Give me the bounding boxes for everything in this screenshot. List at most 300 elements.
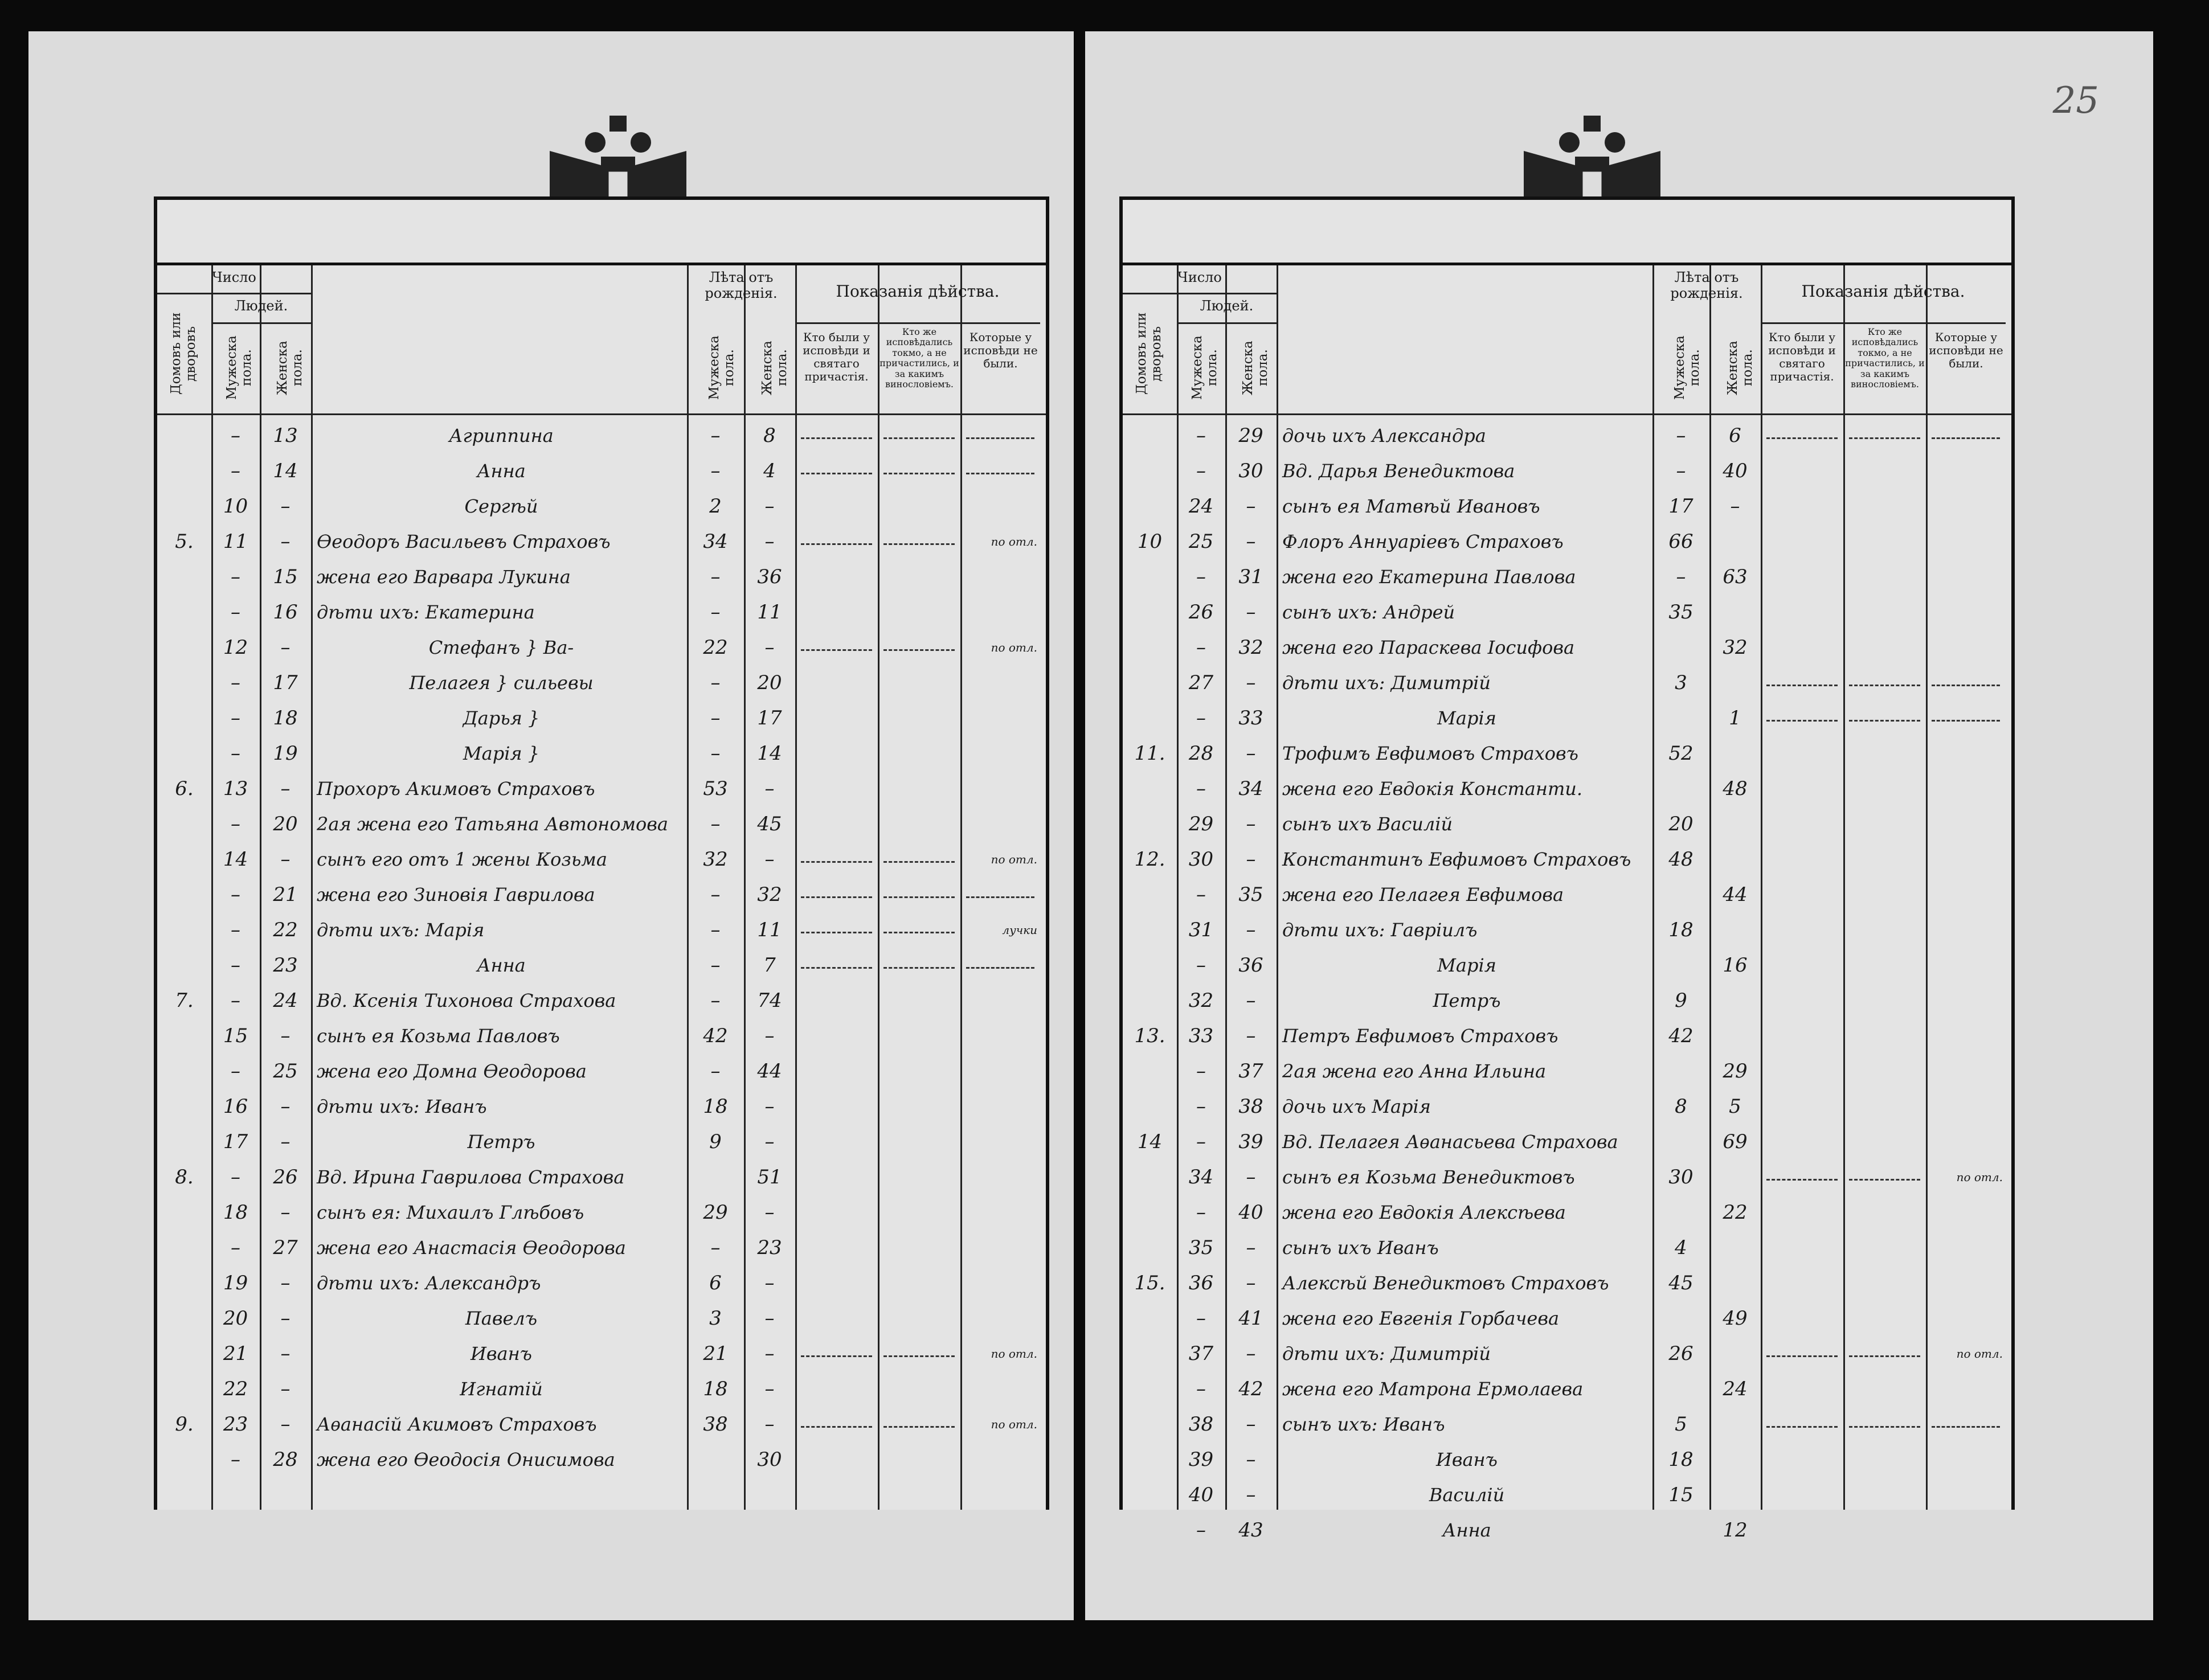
- age-male: 42: [703, 1025, 728, 1047]
- age-female: –: [764, 1342, 775, 1365]
- age-male: 18: [1668, 919, 1693, 941]
- person-name: Игнатій: [460, 1378, 543, 1400]
- age-male: [1652, 1371, 1709, 1407]
- female-number: –: [1246, 989, 1256, 1012]
- age-male: –: [710, 424, 721, 447]
- male-number: –: [1196, 777, 1206, 800]
- dash-mark: [1849, 437, 1920, 439]
- female-number: –: [1246, 1236, 1256, 1259]
- age-female: 16: [1723, 954, 1748, 977]
- age-male: 30: [1668, 1166, 1693, 1189]
- dash-mark: [801, 1355, 872, 1357]
- household-number: [157, 559, 211, 595]
- person-name: Марія: [1437, 954, 1496, 976]
- age-male: 15: [1668, 1484, 1693, 1506]
- dash-mark: [801, 1426, 872, 1428]
- dash-mark: [1932, 685, 2000, 686]
- person-name: дѣти ихъ: Димитрій: [1282, 1343, 1491, 1365]
- table-row: [1123, 983, 2011, 1018]
- person-name: Петръ: [1433, 990, 1501, 1011]
- age-female: 29: [1723, 1060, 1748, 1083]
- female-number: –: [280, 1378, 291, 1400]
- age-male: –: [710, 707, 721, 730]
- age-female: –: [764, 1307, 775, 1330]
- age-female: 63: [1723, 566, 1748, 588]
- header-households: Домовъ или дворовъ: [169, 312, 198, 395]
- person-name: жена его Евдокія Константи.: [1282, 778, 1583, 800]
- table-row: [157, 1230, 1046, 1265]
- female-number: –: [280, 1272, 291, 1294]
- male-number: 10: [223, 495, 248, 518]
- female-number: 35: [1238, 883, 1263, 906]
- female-number: 41: [1238, 1307, 1263, 1330]
- person-name: Флоръ Аннуаріевъ Страховъ: [1282, 531, 1564, 552]
- age-male: 18: [703, 1095, 728, 1118]
- age-female: [1709, 1230, 1761, 1265]
- person-name: Ѳеодоръ Васильевъ Страховъ: [317, 531, 611, 552]
- age-male: [1652, 877, 1709, 912]
- household-number: [157, 418, 211, 453]
- header-rule: [1123, 293, 1277, 294]
- household-number: [1123, 806, 1177, 842]
- male-number: 23: [223, 1413, 248, 1436]
- person-name: дѣти ихъ: Иванъ: [317, 1096, 487, 1117]
- person-name: сынъ ея Матвѣй Ивановъ: [1282, 495, 1540, 517]
- household-number: 13.: [1134, 1025, 1165, 1047]
- table-row: [1123, 1336, 2011, 1371]
- female-number: 18: [273, 707, 298, 730]
- male-number: –: [231, 601, 240, 624]
- age-female: –: [764, 1272, 775, 1294]
- male-number: 15: [223, 1025, 248, 1047]
- male-number: 17: [223, 1130, 248, 1153]
- age-female: 48: [1723, 777, 1748, 800]
- table-row: [157, 418, 1046, 453]
- table-row: [1123, 806, 2011, 842]
- dash-mark: [1932, 1426, 2000, 1428]
- dash-mark: [801, 473, 872, 474]
- female-number: –: [280, 1025, 291, 1047]
- person-name: Дарья }: [463, 707, 540, 729]
- male-number: 40: [1188, 1484, 1214, 1506]
- dash-mark: [1766, 685, 1838, 686]
- dash-mark: [1766, 1355, 1838, 1357]
- household-number: 14: [1137, 1130, 1163, 1153]
- male-number: 28: [1188, 742, 1214, 765]
- age-female: 44: [1723, 883, 1748, 906]
- male-number: 32: [1188, 989, 1214, 1012]
- person-name: Константинъ Евфимовъ Страховъ: [1282, 849, 1631, 870]
- testimony-note: по отл.: [991, 853, 1037, 866]
- household-number: [1123, 453, 1177, 489]
- table-row: [157, 1089, 1046, 1124]
- female-number: 22: [273, 919, 298, 941]
- age-female: 40: [1723, 460, 1748, 482]
- header-not-confessed: Которые у исповѣди не были.: [963, 330, 1038, 370]
- person-name: дѣти ихъ: Гавріилъ: [1282, 919, 1478, 941]
- dash-mark: [966, 437, 1034, 439]
- dash-mark: [1766, 437, 1838, 439]
- household-number: [1123, 1054, 1177, 1089]
- person-name: Пелагея } сильевы: [409, 672, 594, 694]
- person-name: Агриппина: [449, 425, 554, 446]
- age-female: –: [764, 1201, 775, 1224]
- household-number: [1123, 700, 1177, 736]
- male-number: –: [231, 1236, 240, 1259]
- female-number: –: [280, 1413, 291, 1436]
- age-male: [1652, 948, 1709, 983]
- header-not-confessed: Которые у исповѣди не были.: [1929, 330, 2003, 370]
- male-number: –: [231, 1448, 240, 1471]
- person-name: сынъ ея Козьма Венедиктовъ: [1282, 1166, 1575, 1188]
- household-number: [1123, 595, 1177, 630]
- table-row: [1123, 453, 2011, 489]
- male-number: 31: [1188, 919, 1214, 941]
- household-number: 10: [1137, 530, 1163, 553]
- female-number: –: [1246, 1025, 1256, 1047]
- dash-mark: [883, 1355, 955, 1357]
- household-number: [1123, 1407, 1177, 1442]
- table-row: [157, 1265, 1046, 1301]
- age-female: [1709, 1336, 1761, 1371]
- male-number: 14: [223, 848, 248, 871]
- header-rule: [1177, 322, 1277, 324]
- age-male: 26: [1668, 1342, 1693, 1365]
- header-age-female: Женска пола.: [760, 341, 789, 395]
- person-name: Анна: [477, 460, 526, 482]
- female-number: 20: [273, 813, 298, 835]
- table-row: [157, 1124, 1046, 1159]
- table-row: [157, 453, 1046, 489]
- age-male: [1652, 1513, 1709, 1548]
- household-number: [157, 948, 211, 983]
- female-number: –: [1246, 1342, 1256, 1365]
- male-number: –: [1196, 1519, 1206, 1542]
- dash-mark: [883, 967, 955, 969]
- age-male: 42: [1668, 1025, 1693, 1047]
- table-row: [1123, 1089, 2011, 1124]
- age-male: 8: [1675, 1095, 1687, 1118]
- header-female: Женска пола.: [1241, 341, 1270, 395]
- table-row: [157, 1301, 1046, 1336]
- male-number: 18: [223, 1201, 248, 1224]
- header-bottom-rule: [157, 413, 1046, 415]
- header-age-female: Женска пола.: [1725, 341, 1755, 395]
- female-number: 27: [273, 1236, 298, 1259]
- person-name: сынъ его отъ 1 жены Козьма: [317, 849, 607, 870]
- age-male: 17: [1668, 495, 1693, 518]
- age-male: –: [1676, 460, 1686, 482]
- table-row: [1123, 1018, 2011, 1054]
- household-number: [157, 665, 211, 700]
- household-number: [1123, 948, 1177, 983]
- age-female: 30: [757, 1448, 782, 1471]
- age-male: 6: [709, 1272, 722, 1294]
- male-number: 27: [1188, 671, 1214, 694]
- female-number: –: [1246, 1272, 1256, 1294]
- age-female: 32: [1723, 636, 1748, 659]
- table-row: [157, 806, 1046, 842]
- table-row: [1123, 489, 2011, 524]
- male-number: 36: [1188, 1272, 1214, 1294]
- age-female: 32: [757, 883, 782, 906]
- female-number: 14: [273, 460, 298, 482]
- person-name: Петръ: [467, 1131, 535, 1153]
- age-female: –: [764, 530, 775, 553]
- age-male: 45: [1668, 1272, 1693, 1294]
- header-female: Женска пола.: [275, 341, 305, 395]
- male-number: 22: [223, 1378, 248, 1400]
- person-name: Вд. Ксенія Тихонова Страхова: [317, 990, 616, 1011]
- age-female: [1709, 806, 1761, 842]
- table-row: [157, 1159, 1046, 1195]
- dash-mark: [1849, 1426, 1920, 1428]
- household-number: 6.: [175, 777, 194, 800]
- female-number: –: [1246, 495, 1256, 518]
- male-number: 25: [1188, 530, 1214, 553]
- female-number: 17: [273, 671, 298, 694]
- household-number: [157, 1336, 211, 1371]
- age-female: 51: [757, 1166, 782, 1189]
- household-number: [1123, 983, 1177, 1018]
- male-number: 19: [223, 1272, 248, 1294]
- household-number: [1123, 418, 1177, 453]
- person-name: жена его Евгенія Горбачева: [1282, 1308, 1560, 1329]
- age-female: 1: [1729, 707, 1741, 730]
- person-name: Трофимъ Евфимовъ Страховъ: [1282, 743, 1578, 764]
- table-row: [1123, 1301, 2011, 1336]
- dash-mark: [883, 861, 955, 863]
- age-female: 5: [1729, 1095, 1741, 1118]
- female-number: –: [1246, 530, 1256, 553]
- age-female: 11: [757, 919, 782, 941]
- left-page: [28, 31, 1074, 1620]
- dash-mark: [966, 896, 1034, 898]
- age-male: 3: [709, 1307, 722, 1330]
- table-row: [1123, 418, 2011, 453]
- table-row: [1123, 1159, 2011, 1195]
- age-female: 23: [757, 1236, 782, 1259]
- header-not-communed: Кто же исповѣдались токмо, а не причастились, и за какимъ винословіемъ.: [879, 326, 959, 390]
- male-number: –: [1196, 636, 1206, 659]
- dash-mark: [1766, 1179, 1838, 1181]
- age-male: 9: [1675, 989, 1687, 1012]
- person-name: сынъ ихъ: Андрей: [1282, 601, 1455, 623]
- male-number: –: [231, 707, 240, 730]
- testimony-note: по отл.: [991, 1417, 1037, 1431]
- age-male: 9: [709, 1130, 722, 1153]
- male-number: –: [231, 742, 240, 765]
- age-male: –: [710, 601, 721, 624]
- age-male: 29: [703, 1201, 728, 1224]
- table-row: [157, 559, 1046, 595]
- table-row: [157, 842, 1046, 877]
- household-number: [157, 1265, 211, 1301]
- table-row: [157, 595, 1046, 630]
- header-people: Людей.: [234, 298, 288, 314]
- age-male: –: [710, 460, 721, 482]
- household-number: [157, 1018, 211, 1054]
- table-row: [157, 1336, 1046, 1371]
- person-name: 2ая жена его Татьяна Автономова: [317, 813, 668, 835]
- household-number: [1123, 1089, 1177, 1124]
- female-number: –: [280, 777, 291, 800]
- dash-mark: [883, 437, 955, 439]
- age-female: 44: [757, 1060, 782, 1083]
- male-number: –: [231, 460, 240, 482]
- age-female: [1709, 1442, 1761, 1477]
- age-male: 34: [703, 530, 728, 553]
- person-name: жена его Пелагея Евфимова: [1282, 884, 1564, 905]
- header-age: Лѣта отъ рожденія.: [705, 269, 778, 301]
- table-row: [157, 1371, 1046, 1407]
- female-number: –: [1246, 601, 1256, 624]
- female-number: 21: [273, 883, 298, 906]
- table-row: [157, 700, 1046, 736]
- age-male: 22: [703, 636, 728, 659]
- person-name: дочь ихъ Марія: [1282, 1096, 1431, 1117]
- age-female: –: [764, 495, 775, 518]
- female-number: –: [280, 495, 291, 518]
- age-female: [1709, 524, 1761, 559]
- table-row: [1123, 1442, 2011, 1477]
- table-row: [1123, 771, 2011, 806]
- age-female: –: [764, 636, 775, 659]
- age-female: [1709, 983, 1761, 1018]
- table-row: [157, 524, 1046, 559]
- household-number: [157, 453, 211, 489]
- table-row: [1123, 524, 2011, 559]
- age-male: –: [710, 813, 721, 835]
- household-number: [1123, 771, 1177, 806]
- male-number: –: [1196, 707, 1206, 730]
- age-female: 4: [763, 460, 776, 482]
- female-number: –: [1246, 1166, 1256, 1189]
- folio-number: 25: [2052, 80, 2099, 122]
- table-row: [157, 948, 1046, 983]
- person-name: дочь ихъ Александра: [1282, 425, 1486, 446]
- household-number: [157, 1371, 211, 1407]
- female-number: 38: [1238, 1095, 1263, 1118]
- female-number: –: [280, 1342, 291, 1365]
- age-female: –: [764, 1130, 775, 1153]
- female-number: –: [280, 530, 291, 553]
- female-number: 29: [1238, 424, 1263, 447]
- household-number: 12.: [1134, 848, 1165, 871]
- age-female: 45: [757, 813, 782, 835]
- dash-mark: [883, 1426, 955, 1428]
- age-female: 17: [757, 707, 782, 730]
- table-row: [1123, 1371, 2011, 1407]
- dash-mark: [966, 473, 1034, 474]
- household-number: [1123, 559, 1177, 595]
- table-row: [157, 1054, 1046, 1089]
- person-name: Вд. Ирина Гаврилова Страхова: [317, 1166, 625, 1188]
- male-number: –: [1196, 424, 1206, 447]
- household-number: [1123, 877, 1177, 912]
- person-name: сынъ ея: Михаилъ Глѣбовъ: [317, 1202, 584, 1223]
- age-male: –: [710, 671, 721, 694]
- age-female: [1709, 1407, 1761, 1442]
- age-female: [1709, 912, 1761, 948]
- header-rule: [157, 293, 311, 294]
- male-number: 24: [1188, 495, 1214, 518]
- age-male: 32: [703, 848, 728, 871]
- table-row: [157, 877, 1046, 912]
- table-row: [1123, 630, 2011, 665]
- female-number: 40: [1238, 1201, 1263, 1224]
- household-number: [157, 595, 211, 630]
- table-row: [157, 912, 1046, 948]
- header-testimony: Показанія дѣйства.: [836, 282, 1000, 301]
- age-male: 53: [703, 777, 728, 800]
- female-number: 34: [1238, 777, 1263, 800]
- female-number: 28: [273, 1448, 298, 1471]
- age-female: 74: [757, 989, 782, 1012]
- household-number: [1123, 1442, 1177, 1477]
- household-number: [157, 630, 211, 665]
- male-number: –: [231, 813, 240, 835]
- female-number: –: [1246, 813, 1256, 835]
- table-row: [1123, 948, 2011, 983]
- header-people: Людей.: [1200, 298, 1254, 314]
- person-name: Петръ Евфимовъ Страховъ: [1282, 1025, 1558, 1047]
- age-female: –: [764, 1413, 775, 1436]
- header-rule: [795, 322, 1040, 324]
- table-row: [1123, 877, 2011, 912]
- household-number: 11.: [1134, 742, 1165, 765]
- female-number: 33: [1238, 707, 1263, 730]
- table-row: [1123, 665, 2011, 700]
- household-number: [157, 1124, 211, 1159]
- dash-mark: [801, 649, 872, 651]
- age-male: –: [1676, 566, 1686, 588]
- household-number: [1123, 1371, 1177, 1407]
- male-number: 16: [223, 1095, 248, 1118]
- age-male: 5: [1675, 1413, 1687, 1436]
- table-row: [1123, 559, 2011, 595]
- household-number: 5.: [175, 530, 194, 553]
- household-number: [1123, 1477, 1177, 1513]
- header-age: Лѣта отъ рожденія.: [1670, 269, 1743, 301]
- table-row: [1123, 1477, 2011, 1513]
- household-number: [157, 1230, 211, 1265]
- household-number: [157, 736, 211, 771]
- age-male: [1652, 1301, 1709, 1336]
- person-name: Стефанъ } Ва-: [428, 637, 574, 658]
- age-female: 24: [1723, 1378, 1748, 1400]
- female-number: 16: [273, 601, 298, 624]
- female-number: 42: [1238, 1378, 1263, 1400]
- age-female: 6: [1729, 424, 1741, 447]
- household-number: [157, 842, 211, 877]
- male-number: 21: [223, 1342, 248, 1365]
- table-row: [1123, 1513, 2011, 1548]
- household-number: [1123, 1513, 1177, 1548]
- age-male: –: [710, 954, 721, 977]
- male-number: 29: [1188, 813, 1214, 835]
- person-name: жена его Екатерина Павлова: [1282, 566, 1576, 588]
- dash-mark: [883, 896, 955, 898]
- age-female: [1709, 595, 1761, 630]
- household-number: [1123, 1230, 1177, 1265]
- household-number: [157, 877, 211, 912]
- age-male: –: [710, 566, 721, 588]
- table-row: [157, 736, 1046, 771]
- household-number: [1123, 1301, 1177, 1336]
- age-male: [1652, 630, 1709, 665]
- male-number: –: [231, 671, 240, 694]
